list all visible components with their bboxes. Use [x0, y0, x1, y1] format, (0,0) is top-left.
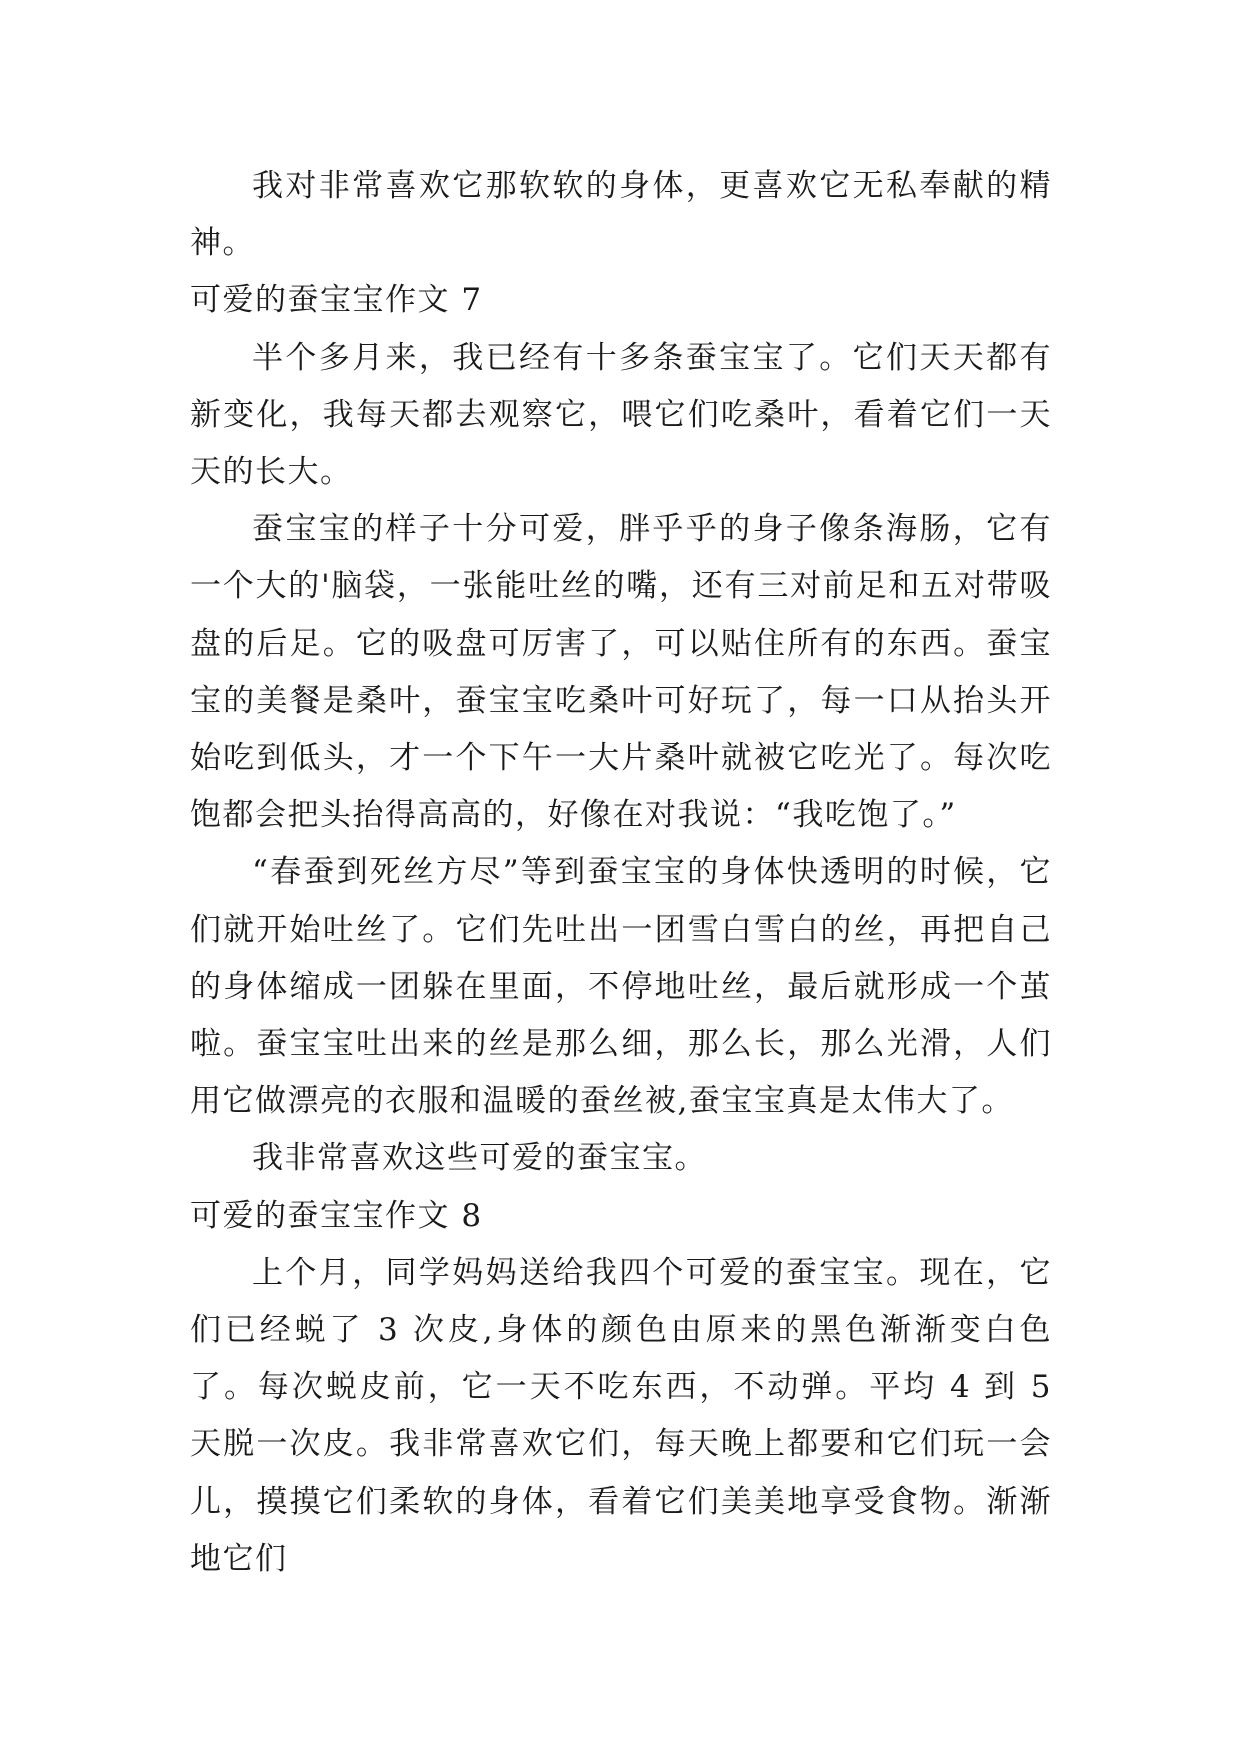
- essay-heading-8: 可爱的蚕宝宝作文 8: [190, 1197, 483, 1234]
- document-body: [190, 158, 1052, 1588]
- essay-heading-7: 可爱的蚕宝宝作文 7: [190, 282, 483, 319]
- paragraph: “春蚕到死丝方尽”等到蚕宝宝的身体快透明的时候，它们就开始吐丝了。它们先吐出一团雪白雪白的丝，再把自己的身体缩成一团躲在里面，不停地吐丝，最后就形成一个茧啦。蚕宝宝吐出来的丝是那么细，那么长，那么光滑，人们用它做漂亮的衣服和温暖的蚕丝被,蚕宝宝真是太伟大了。: [190, 854, 1052, 1120]
- paragraph: 蚕宝宝的样子十分可爱，胖乎乎的身子像条海肠，它有一个大的'脑袋，一张能吐丝的嘴，还有三对前足和五对带吸盘的后足。它的吸盘可厉害了，可以贴住所有的东西。蚕宝宝的美餐是桑叶，蚕宝宝吃桑叶可好玩了，每一口从抬头开始吃到低头，才一个下午一大片桑叶就被它吃光了。每次吃饱都会把头抬得高高的，好像在对我说：“我吃饱了。”: [190, 511, 1052, 834]
- paragraph: 上个月，同学妈妈送给我四个可爱的蚕宝宝。现在，它们已经蜕了 3 次皮,身体的颜色由原来的黑色渐渐变白色了。每次蜕皮前，它一天不吃东西，不动弹。平均 4 到 5 天脱一次皮。我非常喜欢它们，每天晚上都要和它们玩一会儿，摸摸它们柔软的身体，看着它们美美地享受食物。渐渐地它们: [190, 1254, 1052, 1577]
- paragraph-intro-end: 我对非常喜欢它那软软的身体，更喜欢它无私奉献的精神。: [190, 168, 1052, 262]
- paragraph: 我非常喜欢这些可爱的蚕宝宝。: [252, 1140, 707, 1177]
- paragraph: 半个多月来，我已经有十多条蚕宝宝了。它们天天都有新变化，我每天都去观察它，喂它们吃桑叶，看着它们一天天的长大。: [190, 339, 1052, 491]
